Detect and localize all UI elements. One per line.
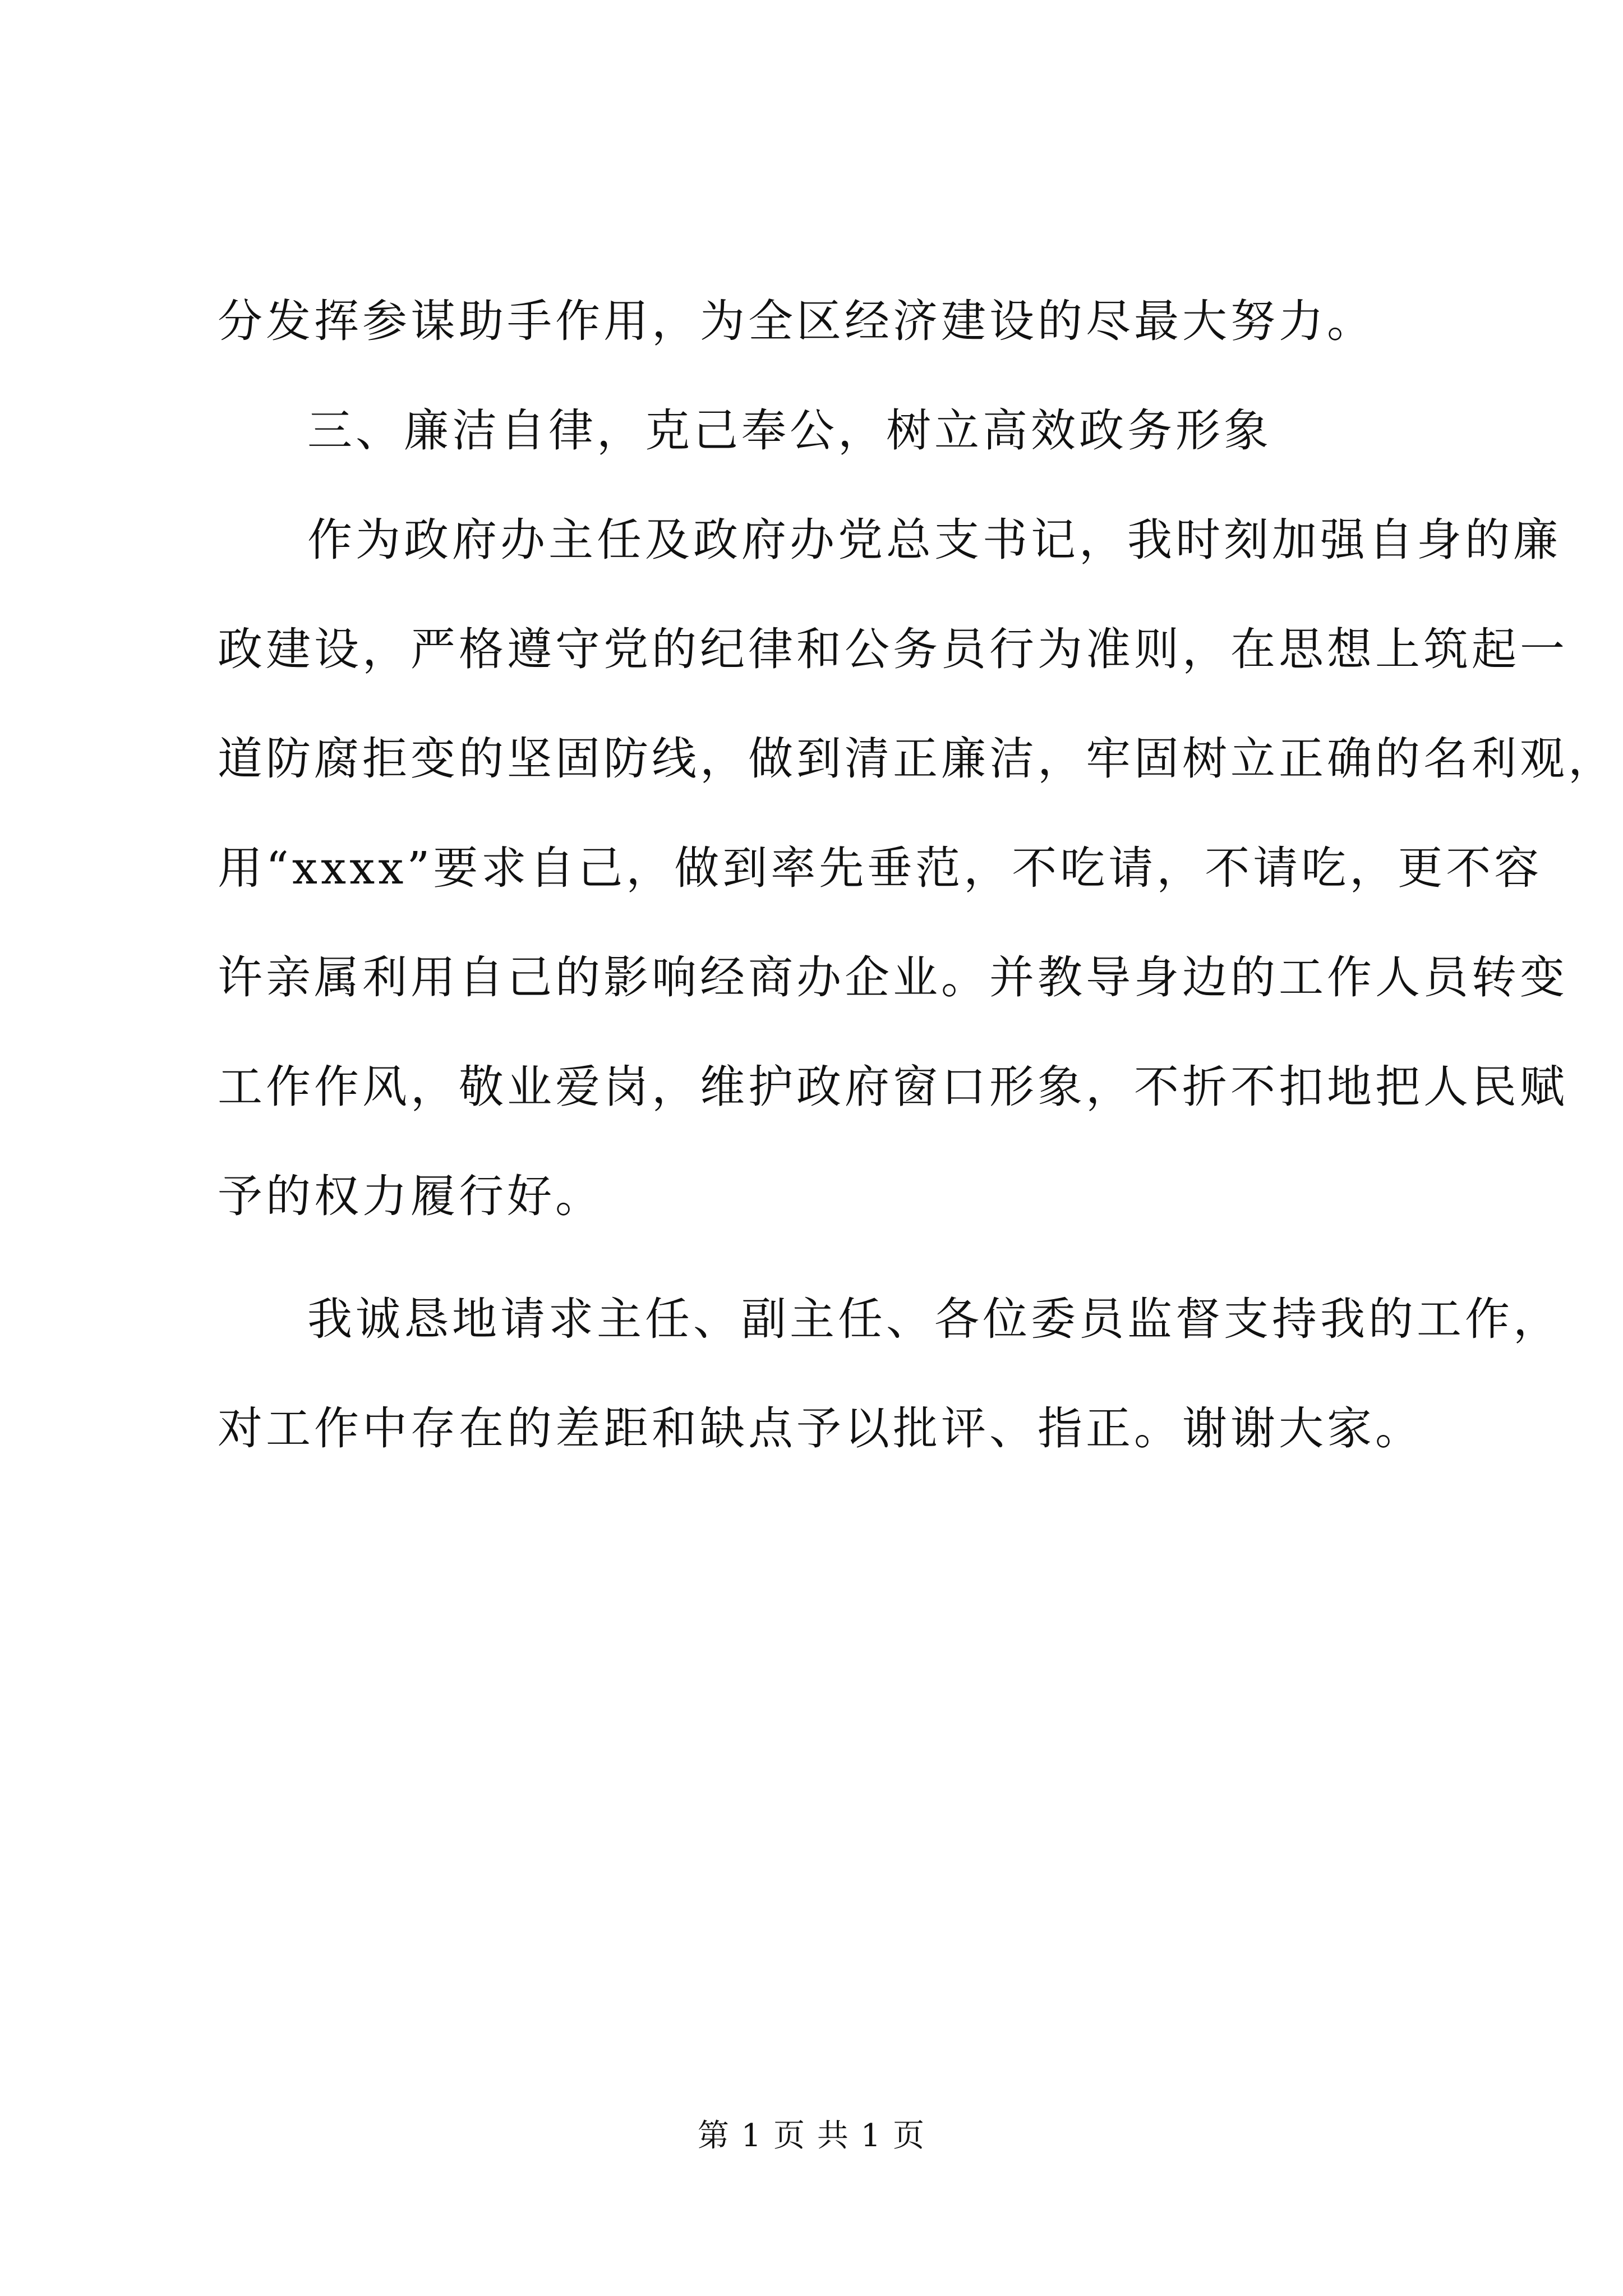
paragraph-line: 许亲属利用自己的影响经商办企业。并教导身边的工作人员转变 [218, 951, 1568, 1004]
section-heading: 三、廉洁自律，克己奉公，树立高效政务形象 [307, 404, 1272, 457]
paragraph-line-continuation: 分发挥参谋助手作用，为全区经济建设的尽最大努力。 [218, 295, 1375, 347]
paragraph-line: 政建设，严格遵守党的纪律和公务员行为准则，在思想上筑起一 [218, 623, 1568, 675]
closing-paragraph-line: 我诚恳地请求主任、副主任、各位委员监督支持我的工作， [307, 1293, 1561, 1345]
page-number-footer: 第 1 页 共 1 页 [697, 2118, 926, 2154]
paragraph-line: 道防腐拒变的坚固防线，做到清正廉洁，牢固树立正确的名利观， [218, 733, 1616, 785]
closing-paragraph-line: 对工作中存在的差距和缺点予以批评、指正。谢谢大家。 [218, 1402, 1423, 1455]
paragraph-line: 用“xxxx”要求自己，做到率先垂范，不吃请，不请吃，更不容 [218, 842, 1543, 894]
paragraph-line: 作为政府办主任及政府办党总支书记，我时刻加强自身的廉 [307, 514, 1561, 566]
paragraph-line: 工作作风，敬业爱岗，维护政府窗口形象，不折不扣地把人民赋 [218, 1061, 1568, 1113]
document-body [218, 266, 1616, 1483]
paragraph-line: 予的权力履行好。 [218, 1170, 603, 1222]
